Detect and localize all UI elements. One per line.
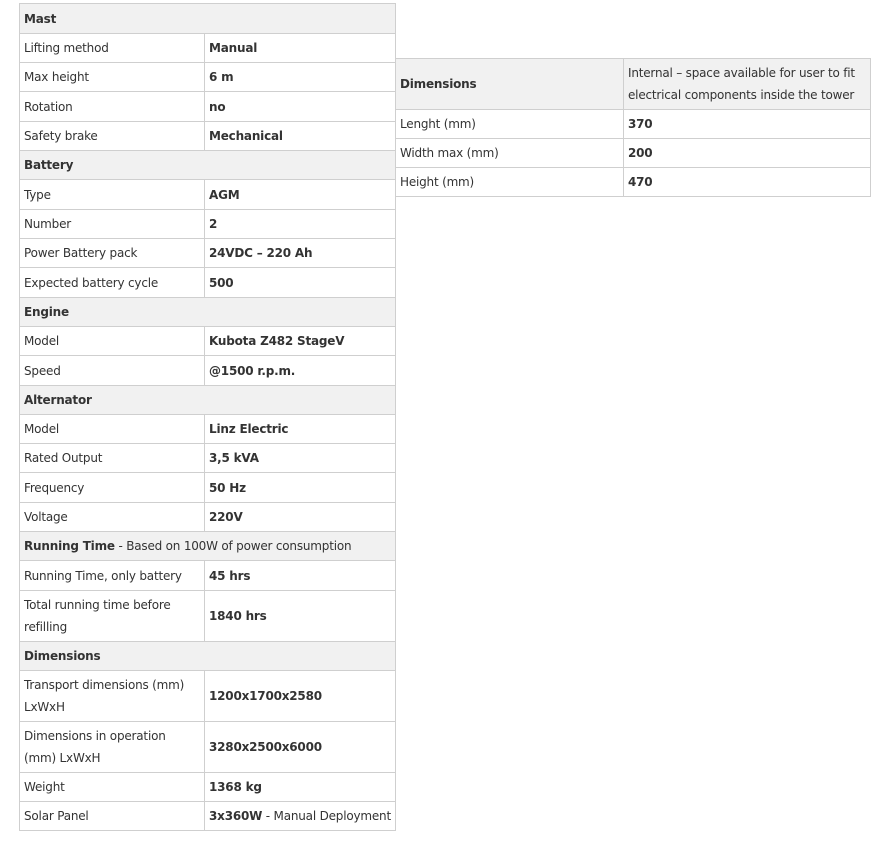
row-value: Linz Electric: [205, 415, 396, 444]
row-value-main: 3x360W: [209, 809, 263, 823]
section-title: Engine: [20, 298, 396, 327]
row-label: Safety brake: [20, 122, 205, 151]
table-row: [20, 473, 396, 503]
table-row: [20, 210, 396, 239]
section-title: [20, 532, 396, 561]
row-value: Manual: [205, 34, 396, 63]
table-row: [20, 561, 396, 591]
row-label: Rated Output: [20, 444, 205, 473]
section-header-running-time: [20, 532, 396, 561]
table-row: [20, 503, 396, 532]
section-note: - Based on 100W of power consumption: [114, 539, 352, 553]
table-row: [20, 63, 396, 92]
row-label: Power Battery pack: [20, 239, 205, 268]
section-title: Mast: [20, 4, 396, 34]
table-row: [20, 239, 396, 268]
row-value: Kubota Z482 StageV: [205, 327, 396, 356]
table-row: [20, 773, 396, 802]
row-label: Expected battery cycle: [20, 268, 205, 298]
row-value: 3,5 kVA: [205, 444, 396, 473]
section-title: Battery: [20, 151, 396, 180]
row-label: Running Time, only battery: [20, 561, 205, 591]
row-label: Width max (mm): [396, 139, 624, 168]
row-value: 45 hrs: [205, 561, 396, 591]
table-row: [20, 722, 396, 773]
row-value: AGM: [205, 180, 396, 210]
row-label: Model: [20, 327, 205, 356]
row-label: Solar Panel: [20, 802, 205, 831]
row-label: Transport dimensions (mm) LxWxH: [20, 671, 205, 722]
row-value: @1500 r.p.m.: [205, 356, 396, 386]
spec-table: [19, 3, 396, 831]
row-value: 1368 kg: [205, 773, 396, 802]
row-label: Model: [20, 415, 205, 444]
table-row: [20, 180, 396, 210]
row-label: Frequency: [20, 473, 205, 503]
section-header-battery: [20, 151, 396, 180]
table-row: [396, 110, 871, 139]
section-header-alternator: [20, 386, 396, 415]
row-value-suffix: - Manual Deployment: [262, 809, 391, 823]
table-row: [396, 139, 871, 168]
section-header-engine: [20, 298, 396, 327]
row-label: Rotation: [20, 92, 205, 122]
table-row: [20, 444, 396, 473]
row-label: Speed: [20, 356, 205, 386]
row-value: 2: [205, 210, 396, 239]
row-value: no: [205, 92, 396, 122]
row-label: Dimensions in operation (mm) LxWxH: [20, 722, 205, 773]
row-value: 220V: [205, 503, 396, 532]
section-title: Alternator: [20, 386, 396, 415]
table-header-row: [396, 59, 871, 110]
internal-dimensions-table: [395, 58, 871, 197]
row-value: 6 m: [205, 63, 396, 92]
row-value: 1200x1700x2580: [205, 671, 396, 722]
table-row: [20, 122, 396, 151]
row-value: 200: [624, 139, 871, 168]
table-row: [396, 168, 871, 197]
section-title: Dimensions: [20, 642, 396, 671]
row-value: 1840 hrs: [205, 591, 396, 642]
row-value: 50 Hz: [205, 473, 396, 503]
table-title: Dimensions: [396, 59, 624, 110]
row-value: 500: [205, 268, 396, 298]
table-row: [20, 591, 396, 642]
table-row: [20, 92, 396, 122]
table-row: [20, 415, 396, 444]
table-row: [20, 327, 396, 356]
table-row: [20, 802, 396, 831]
table-row: [20, 34, 396, 63]
table-row: [20, 356, 396, 386]
row-value: [205, 802, 396, 831]
row-value: 3280x2500x6000: [205, 722, 396, 773]
section-title-text: Running Time: [24, 539, 115, 553]
row-label: Lenght (mm): [396, 110, 624, 139]
section-header-dimensions: [20, 642, 396, 671]
row-label: Voltage: [20, 503, 205, 532]
section-header-mast: [20, 4, 396, 34]
row-label: Number: [20, 210, 205, 239]
row-value: 24VDC – 220 Ah: [205, 239, 396, 268]
table-description: Internal – space available for user to fit electrical components inside the tower: [624, 59, 871, 110]
row-label: Lifting method: [20, 34, 205, 63]
table-row: [20, 268, 396, 298]
row-value: 470: [624, 168, 871, 197]
row-label: Weight: [20, 773, 205, 802]
row-label: Height (mm): [396, 168, 624, 197]
row-value: Mechanical: [205, 122, 396, 151]
row-value: 370: [624, 110, 871, 139]
row-label: Type: [20, 180, 205, 210]
table-row: [20, 671, 396, 722]
row-label: Total running time before refilling: [20, 591, 205, 642]
row-label: Max height: [20, 63, 205, 92]
